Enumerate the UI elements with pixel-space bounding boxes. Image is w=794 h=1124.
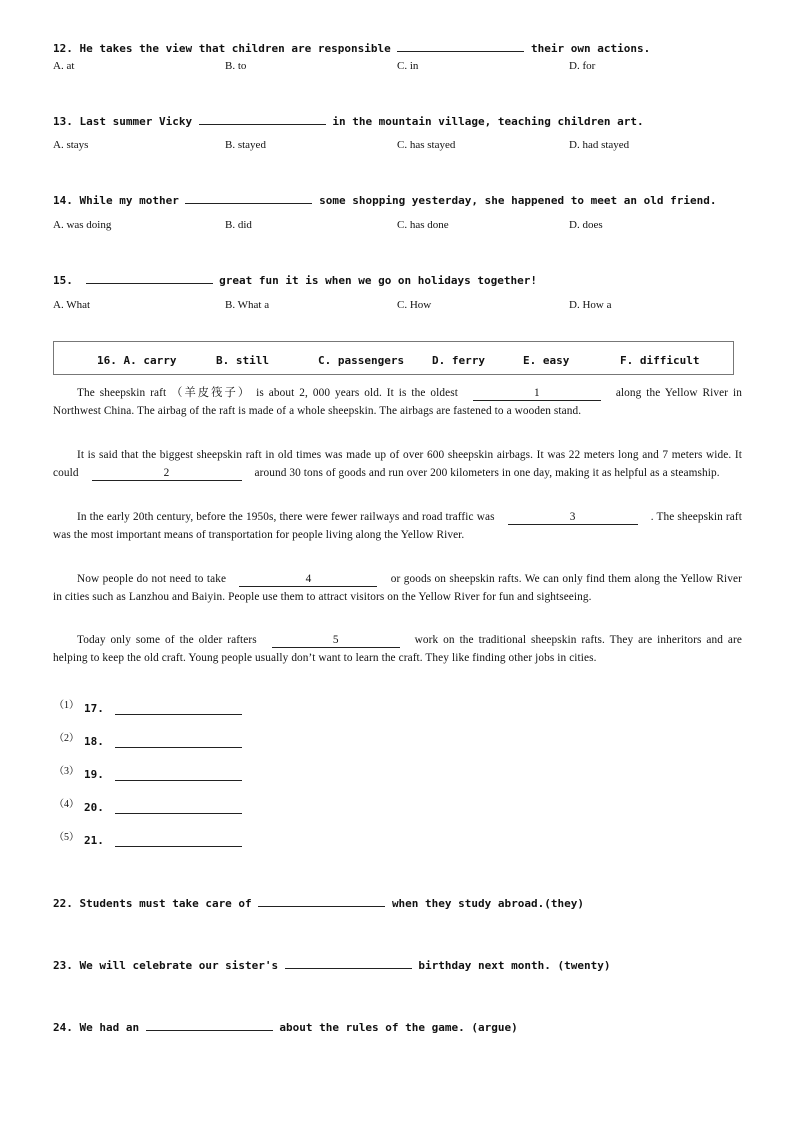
passage-text: In the early 20th century, before the 1950s, there were fewer railways and road traffic was (77, 511, 495, 523)
word-bank-item-f: F. difficult (620, 354, 700, 367)
question-15 (53, 273, 537, 287)
answer-line-18[interactable] (115, 746, 242, 748)
answer-blank-13[interactable] (199, 114, 326, 125)
answer-line-19[interactable] (115, 779, 242, 781)
option-12-b[interactable]: B. to (225, 60, 247, 72)
answer-blank-15[interactable] (86, 273, 213, 284)
passage-text: work on the traditional sheepskin rafts. They are inheritors and are helping to keep the old craft. Young people usually don’t want to learn the craft. They like finding other jobs in cities. (53, 634, 742, 664)
passage-paragraph-3 (53, 508, 742, 544)
question-13 (53, 114, 644, 128)
answer-blank-24[interactable] (146, 1020, 273, 1031)
answer-line-21[interactable] (115, 845, 242, 847)
sub-question-label: （1） (54, 700, 79, 711)
option-15-a[interactable]: A. What (53, 299, 91, 311)
sub-question-number: 17. (84, 702, 104, 715)
question-15-text: 15. (53, 274, 73, 287)
question-24 (53, 1020, 518, 1034)
sub-question-label: （2） (54, 733, 79, 744)
passage-paragraph-4 (53, 570, 742, 606)
question-23-text: 23. We will celebrate our sister's (53, 959, 279, 972)
passage-blank-3[interactable]: 3 (508, 510, 638, 525)
answer-blank-14[interactable] (185, 193, 312, 204)
sub-question-number: 21. (84, 834, 104, 847)
sub-question-label: （4） (54, 799, 79, 810)
option-15-d[interactable]: D. How a (569, 299, 612, 311)
option-12-d[interactable]: D. for (569, 60, 596, 72)
option-14-c[interactable]: C. has done (397, 219, 449, 231)
question-14-text-end: some shopping yesterday, she happened to meet an old friend. (319, 194, 717, 207)
question-12-text-end: their own actions. (531, 42, 651, 55)
question-15-text-end: great fun it is when we go on holidays together! (219, 274, 538, 287)
sub-question-number: 20. (84, 801, 104, 814)
question-24-text: 24. We had an (53, 1021, 140, 1034)
question-14-text: 14. While my mother (53, 194, 179, 207)
word-bank-item-c: C. passengers (318, 354, 405, 367)
question-14 (53, 193, 716, 207)
question-22 (53, 896, 584, 910)
answer-blank-12[interactable] (397, 41, 524, 52)
word-bank-box (53, 341, 734, 375)
passage-blank-4[interactable]: 4 (239, 572, 377, 587)
question-13-text: 13. Last summer Vicky (53, 115, 193, 128)
passage-blank-2[interactable]: 2 (92, 466, 242, 481)
passage-text: or goods on sheepskin rafts. We can only find them along the Yellow River in cities such as Lanzhou and Baiyin. People use them to attract visitors on the Yellow River for fun and sightseeing. (53, 573, 742, 603)
option-13-b[interactable]: B. stayed (225, 139, 266, 151)
passage-paragraph-2 (53, 446, 742, 482)
option-12-c[interactable]: C. in (397, 60, 419, 72)
passage-paragraph-1 (53, 384, 742, 420)
option-13-a[interactable]: A. stays (53, 139, 89, 151)
passage-text: Now people do not need to take (77, 573, 227, 585)
option-15-c[interactable]: C. How (397, 299, 432, 311)
option-14-a[interactable]: A. was doing (53, 219, 112, 231)
word-bank-item-a: 16. A. carry (97, 354, 177, 367)
question-24-text-end: about the rules of the game. (argue) (279, 1021, 518, 1034)
question-23-text-end: birthday next month. (twenty) (418, 959, 611, 972)
passage-text: The sheepskin raft （羊皮筏子） is about 2, 000 years old. It is the oldest (77, 387, 458, 399)
question-12 (53, 41, 650, 55)
passage-text: around 30 tons of goods and run over 200 kilometers in one day, making it as helpful as a steamship. (254, 467, 720, 479)
option-14-b[interactable]: B. did (225, 219, 252, 231)
word-bank-item-e: E. easy (523, 354, 570, 367)
passage-paragraph-5 (53, 631, 742, 667)
answer-blank-22[interactable] (258, 896, 385, 907)
answer-line-17[interactable] (115, 713, 242, 715)
passage-text: along the Yellow River in Northwest China. The airbag of the raft is made of a whole sheepskin. The airbags are fastened to a wooden stand. (53, 387, 742, 417)
word-bank-item-d: D. ferry (432, 354, 485, 367)
question-22-text: 22. Students must take care of (53, 897, 252, 910)
answer-line-20[interactable] (115, 812, 242, 814)
passage-text: Today only some of the older rafters (77, 634, 257, 646)
answer-blank-23[interactable] (285, 958, 412, 969)
passage-blank-5[interactable]: 5 (272, 633, 400, 648)
question-22-text-end: when they study abroad.(they) (391, 897, 584, 910)
option-12-a[interactable]: A. at (53, 60, 75, 72)
passage-text: It is said that the biggest sheepskin raft in old times was made up of over 600 sheepskin airbags. It was 22 meters long and 7 meters wide. It could (53, 449, 742, 479)
option-14-d[interactable]: D. does (569, 219, 603, 231)
question-13-text-end: in the mountain village, teaching children art. (332, 115, 644, 128)
option-13-c[interactable]: C. has stayed (397, 139, 456, 151)
sub-question-label: （5） (54, 832, 79, 843)
passage-text: . The sheepskin raft was the most important means of transportation for people living along the Yellow River. (53, 511, 742, 541)
sub-question-number: 19. (84, 768, 104, 781)
passage-blank-1[interactable]: 1 (473, 386, 601, 401)
question-23 (53, 958, 610, 972)
option-15-b[interactable]: B. What a (225, 299, 270, 311)
word-bank-item-b: B. still (216, 354, 269, 367)
sub-question-label: （3） (54, 766, 79, 777)
sub-question-number: 18. (84, 735, 104, 748)
question-12-text: 12. He takes the view that children are responsible (53, 42, 391, 55)
option-13-d[interactable]: D. had stayed (569, 139, 630, 151)
